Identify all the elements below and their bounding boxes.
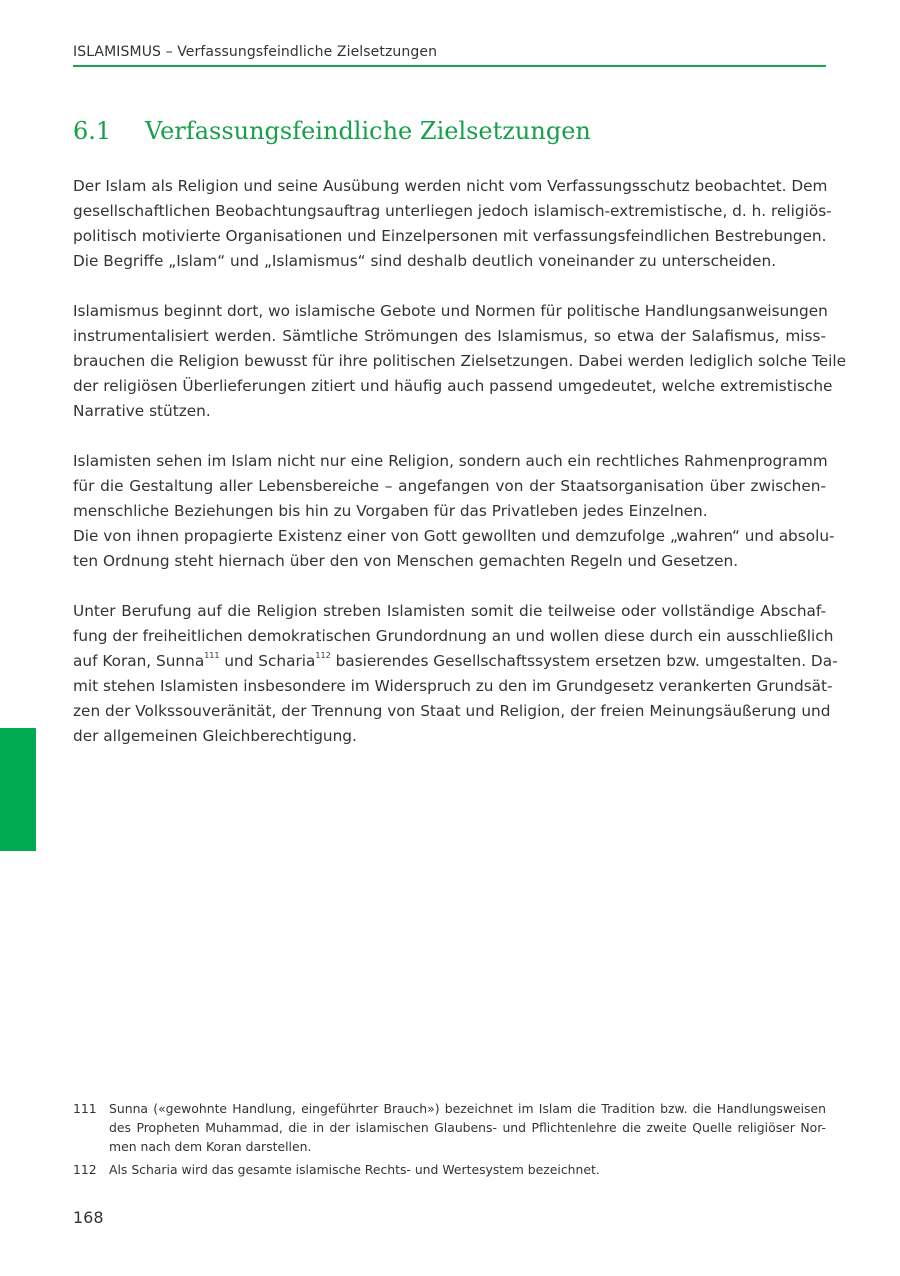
section-number: 6.1 (73, 117, 112, 145)
page-number: 168 (73, 1208, 104, 1227)
text-line: Die von ihnen propagierte Existenz einer von Gott gewollten und demzufolge „wahren“ und absolu- (73, 527, 835, 545)
text-line: Die Begriffe „Islam“ und „Islamismus“ sind deshalb deutlich voneinander zu unterscheiden. (73, 252, 777, 270)
footnotes (73, 1099, 826, 1183)
text-line: politisch motivierte Organisationen und Einzelpersonen mit verfassungsfeindlichen Bestrebungen. (73, 227, 827, 245)
footnote-line: Als Scharia wird das gesamte islamische Rechts- und Wertesystem bezeichnet. (109, 1162, 600, 1177)
text-segment: und Scharia (219, 652, 316, 670)
header-rule (73, 65, 826, 67)
chapter-tab-marker (0, 728, 36, 851)
paragraph-3 (73, 449, 835, 574)
paragraph-2 (73, 299, 847, 424)
footnote-number: 111 (73, 1101, 97, 1116)
text-line: Unter Berufung auf die Religion streben Islamisten somit die teilweise oder vollständige Abschaf- (73, 602, 826, 620)
text-line: fung der freiheitlichen demokratischen Grundordnung an und wollen diese durch ein ausschließlich (73, 627, 834, 645)
text-line: Narrative stützen. (73, 402, 211, 420)
footnote-text (109, 1160, 826, 1179)
text-line: für die Gestaltung aller Lebensbereiche – angefangen von der Staatsorganisation über zwischen- (73, 477, 826, 495)
footnote-112 (73, 1160, 826, 1179)
text-line: menschliche Beziehungen bis hin zu Vorgaben für das Privatleben jedes Einzelnen. (73, 502, 708, 520)
footnote-line: Sunna («gewohnte Handlung, eingeführter Brauch») bezeichnet im Islam die Tradition bzw. die Handlungsweisen (109, 1101, 826, 1116)
running-header: ISLAMISMUS – Verfassungsfeindliche Zielsetzungen (73, 44, 438, 60)
footnote-111 (73, 1099, 826, 1156)
text-line: mit stehen Islamisten insbesondere im Widerspruch zu den im Grundgesetz verankerten Grundsät- (73, 677, 833, 695)
body-text (73, 174, 847, 774)
paragraph-4 (73, 599, 838, 749)
footnote-line: des Propheten Muhammad, die in der islamischen Glaubens- und Pflichtenlehre die zweite Quelle religiöser Nor- (109, 1120, 826, 1135)
text-line-with-references (73, 649, 838, 674)
paragraph-1 (73, 174, 832, 274)
text-line: Islamisten sehen im Islam nicht nur eine Religion, sondern auch ein rechtliches Rahmenprogramm (73, 452, 828, 470)
text-segment: basierendes Gesellschaftssystem ersetzen bzw. umgestalten. Da- (330, 652, 838, 670)
text-line: brauchen die Religion bewusst für ihre politischen Zielsetzungen. Dabei werden lediglich solche Teile (73, 352, 847, 370)
text-line: ten Ordnung steht hiernach über den von Menschen gemachten Regeln und Gesetzen. (73, 552, 739, 570)
text-line: der religiösen Überlieferungen zitiert und häufig auch passend umgedeutet, welche extremistische (73, 377, 833, 395)
text-segment: auf Koran, Sunna (73, 652, 205, 670)
text-line: Der Islam als Religion und seine Ausübung werden nicht vom Verfassungsschutz beobachtet. Dem (73, 177, 828, 195)
footnote-ref-111[interactable]: 111 (204, 650, 220, 660)
footnote-line: men nach dem Koran darstellen. (109, 1139, 312, 1154)
section-heading (73, 117, 591, 145)
footnote-text (109, 1099, 826, 1156)
footnote-ref-112[interactable]: 112 (315, 650, 331, 660)
text-line: Islamismus beginnt dort, wo islamische Gebote und Normen für politische Handlungsanweisungen (73, 302, 828, 320)
footnote-number: 112 (73, 1162, 97, 1177)
text-line: gesellschaftlichen Beobachtungsauftrag unterliegen jedoch islamisch-extremistische, d. h. religiös- (73, 202, 832, 220)
section-title: Verfassungsfeindliche Zielsetzungen (145, 117, 591, 145)
text-line: zen der Volkssouveränität, der Trennung von Staat und Religion, der freien Meinungsäußerung und (73, 702, 831, 720)
text-line: der allgemeinen Gleichberechtigung. (73, 727, 357, 745)
text-line: instrumentalisiert werden. Sämtliche Strömungen des Islamismus, so etwa der Salafismus, miss- (73, 327, 826, 345)
